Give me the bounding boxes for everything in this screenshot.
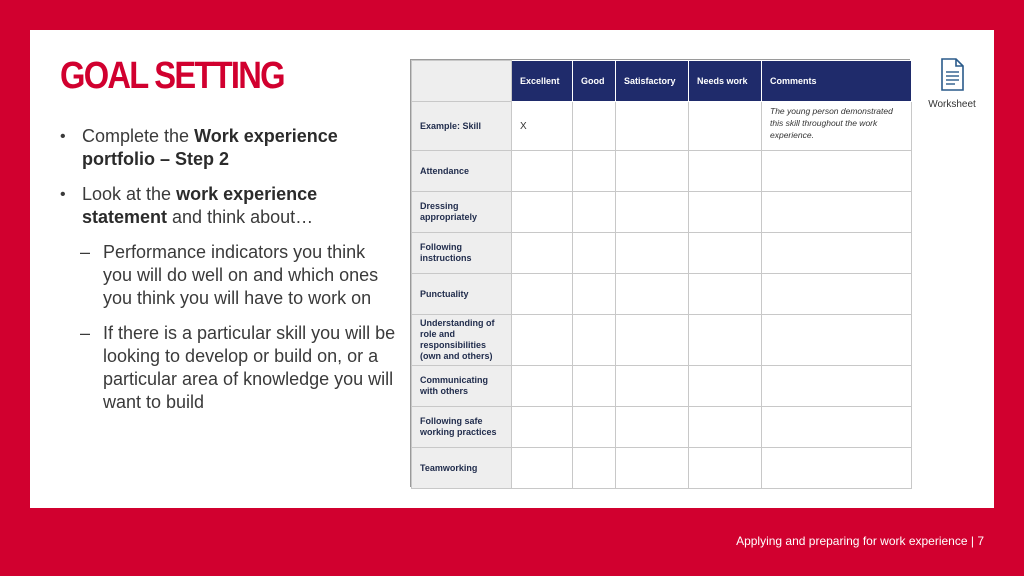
table-row-example	[412, 102, 912, 151]
table-row	[412, 448, 912, 489]
worksheet-table-image	[410, 59, 910, 487]
worksheet-label: Worksheet	[928, 99, 976, 110]
table-cell	[616, 274, 689, 315]
table-cell	[512, 366, 573, 407]
table-cell	[616, 151, 689, 192]
table-cell	[762, 274, 912, 315]
table-cell	[616, 407, 689, 448]
bullet-item	[58, 183, 398, 229]
table-cell	[512, 407, 573, 448]
table-cell	[689, 151, 762, 192]
example-mark: X	[512, 102, 573, 151]
row-label: Teamworking	[412, 448, 512, 489]
sub-bullet-dash: –	[80, 242, 91, 262]
table-cell	[573, 448, 616, 489]
table-cell	[689, 233, 762, 274]
sub-bullet-text: Performance indicators you think you will do well on and which ones you think you will have to work on	[103, 242, 379, 308]
example-comment: The young person demonstrated this skill throughout the work experience.	[762, 102, 912, 151]
table-cell	[616, 192, 689, 233]
column-header: Good	[573, 61, 616, 102]
table-cell	[689, 274, 762, 315]
table-cell	[573, 102, 616, 151]
table-row	[412, 274, 912, 315]
row-label: Punctuality	[412, 274, 512, 315]
table-cell	[616, 233, 689, 274]
bullet-text: and think about…	[167, 207, 314, 227]
table-cell	[512, 192, 573, 233]
table-cell	[512, 448, 573, 489]
table-cell	[762, 233, 912, 274]
bullet-item	[58, 125, 398, 171]
row-label: Dressing appropriately	[412, 192, 512, 233]
table-corner-cell	[412, 61, 512, 102]
row-label: Attendance	[412, 151, 512, 192]
table-cell	[689, 315, 762, 366]
column-header: Needs work	[689, 61, 762, 102]
table-cell	[573, 151, 616, 192]
row-label: Example: Skill	[412, 102, 512, 151]
table-row	[412, 315, 912, 366]
table-cell	[689, 192, 762, 233]
table-cell	[762, 407, 912, 448]
table-cell	[573, 366, 616, 407]
table-cell	[573, 192, 616, 233]
table-cell	[689, 407, 762, 448]
table-cell	[762, 151, 912, 192]
table-cell	[689, 366, 762, 407]
slide-footer: Applying and preparing for work experience | 7	[736, 534, 984, 548]
table-cell	[512, 151, 573, 192]
sub-bullet-text: If there is a particular skill you will be looking to develop or build on, or a particular area of knowledge you will want to build	[103, 323, 396, 412]
table-row	[412, 407, 912, 448]
row-label: Communicating with others	[412, 366, 512, 407]
table-cell	[616, 102, 689, 151]
performance-table	[411, 60, 912, 489]
bullet-text: Complete the	[82, 126, 195, 146]
table-cell	[512, 315, 573, 366]
sub-bullet-item	[58, 241, 398, 310]
document-icon	[939, 58, 965, 92]
table-row	[412, 366, 912, 407]
table-cell	[573, 233, 616, 274]
table-cell	[616, 448, 689, 489]
table-cell	[573, 315, 616, 366]
table-cell	[512, 233, 573, 274]
table-cell	[573, 407, 616, 448]
sub-bullet-item	[58, 322, 398, 414]
row-label: Following safe working practices	[412, 407, 512, 448]
table-cell	[573, 274, 616, 315]
row-label: Following instructions	[412, 233, 512, 274]
bullet-bold-text: Work experience portfolio – Step 2	[82, 126, 338, 169]
row-label: Understanding of role and responsibilities (own and others)	[412, 315, 512, 366]
slide-card	[30, 30, 994, 508]
table-row	[412, 233, 912, 274]
table-cell	[762, 192, 912, 233]
table-cell	[689, 102, 762, 151]
bullet-list	[58, 125, 398, 426]
column-header: Satisfactory	[616, 61, 689, 102]
bullet-bold-text: work experience statement	[82, 184, 318, 227]
sub-bullet-dash: –	[80, 323, 91, 343]
column-header: Excellent	[512, 61, 573, 102]
table-cell	[762, 448, 912, 489]
table-cell	[616, 366, 689, 407]
worksheet-link[interactable]	[924, 58, 980, 110]
bullet-text: Look at the	[82, 184, 177, 204]
column-header: Comments	[762, 61, 912, 102]
table-cell	[689, 448, 762, 489]
slide-title: GOAL SETTING	[60, 55, 284, 97]
bullet-dot: •	[60, 128, 66, 145]
table-row	[412, 151, 912, 192]
table-cell	[512, 274, 573, 315]
table-cell	[616, 315, 689, 366]
table-header-row	[412, 61, 912, 102]
bullet-dot: •	[60, 186, 66, 203]
table-cell	[762, 366, 912, 407]
table-cell	[762, 315, 912, 366]
table-row	[412, 192, 912, 233]
